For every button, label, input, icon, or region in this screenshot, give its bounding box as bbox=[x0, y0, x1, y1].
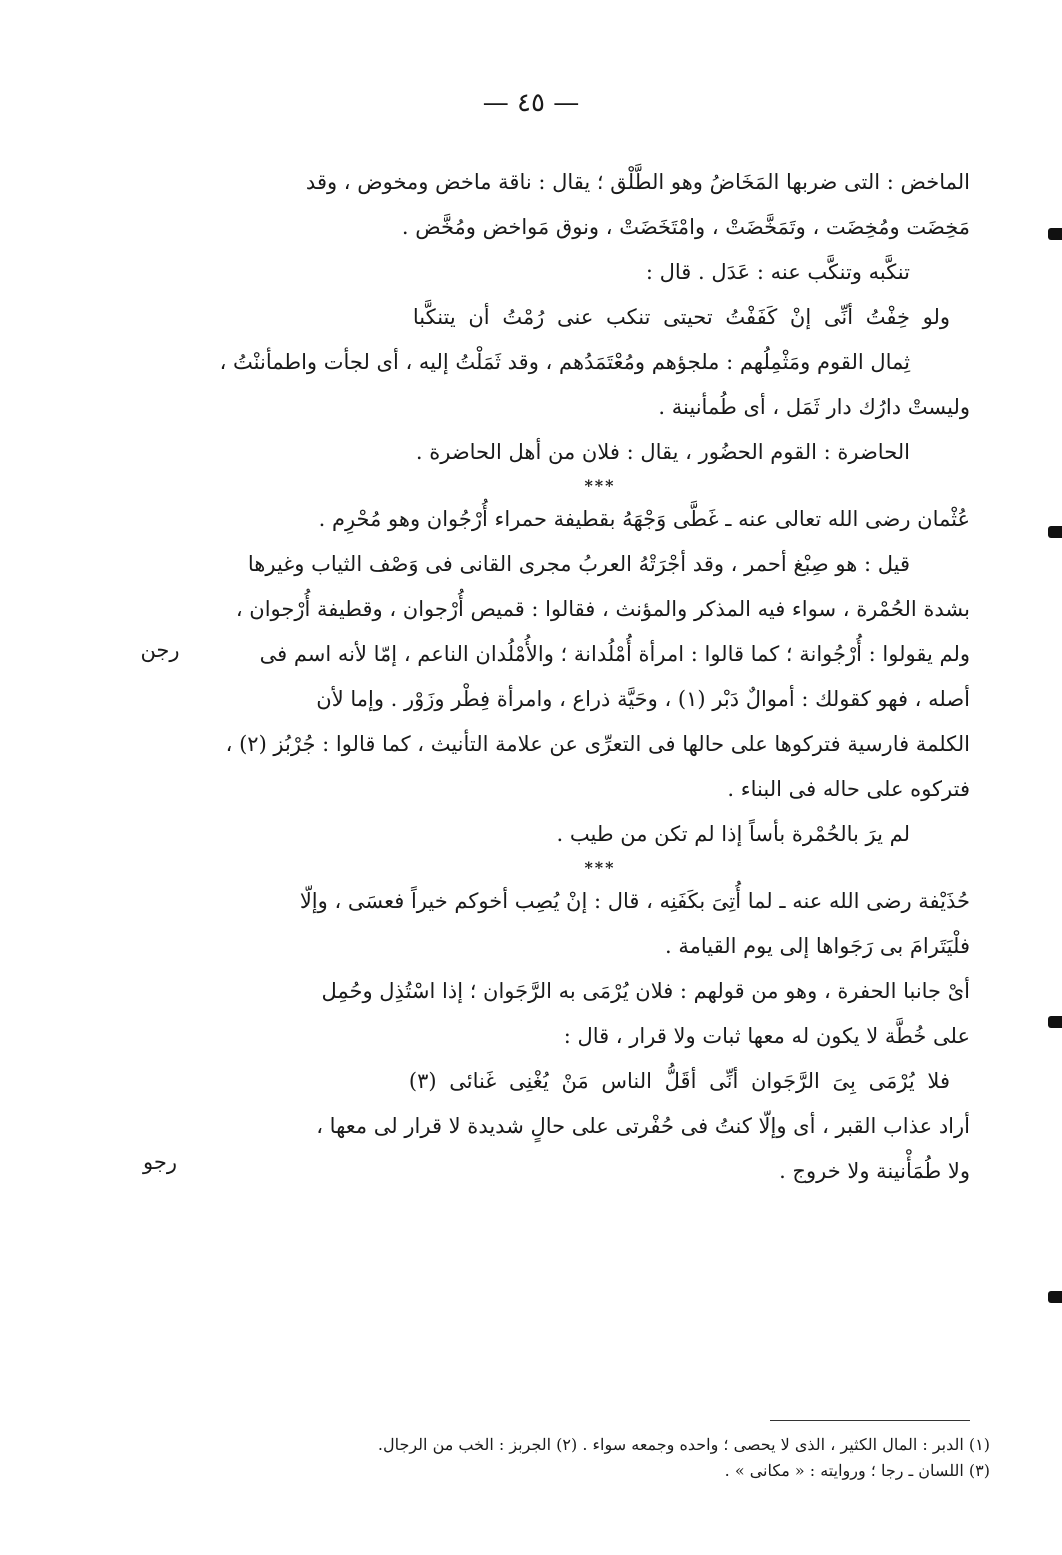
margin-root-label: رجن bbox=[140, 638, 180, 662]
section-separator: *** bbox=[584, 476, 616, 495]
footnote: (٣) اللسان ـ رجا ؛ وروايته : « مكانى » . bbox=[724, 1461, 990, 1480]
text-line: الماخض : التى ضربها المَخَاضُ وهو الطَّلْق ؛ يقال : ناقة ماخض ومخوض ، وقد bbox=[305, 170, 970, 194]
scan-edge-mark bbox=[1048, 526, 1062, 538]
scan-edge-mark bbox=[1048, 1291, 1062, 1303]
footnotes bbox=[230, 1432, 990, 1484]
text-line: ثِمال القوم ومَثْمِلُهم : ملجؤهم ومُعْتَمَدُهم ، وقد ثَمَلْتُ إليه ، أى لجأت واطمأننْتُ ، bbox=[219, 350, 910, 374]
text-line: ولا طُمَأْنينة ولا خروج . bbox=[779, 1159, 970, 1183]
verse-line: ولو خِفْتُ أنِّى إنْ كَفَفْتُ تحيتى تنكب عنى رُمْتُ أن يتنكَّبا bbox=[412, 305, 950, 329]
text-line: حُذَيْفة رضى الله عنه ـ لما أُتِىَ بكَفَنِه ، قال : إنْ يُصِب أخوكم خيراً فعسَى ، وإلّا bbox=[299, 889, 970, 913]
text-line: فتركوه على حاله فى البناء . bbox=[727, 777, 970, 801]
text-line: تنكَّبه وتنكَّب عنه : عَدَل . قال : bbox=[645, 260, 910, 284]
text-line: مَخِضَت ومُخِضَت ، وتَمَخَّضَتْ ، وامْتَخَضَتْ ، ونوق مَواخض ومُخَّض . bbox=[401, 215, 970, 239]
text-line: الكلمة فارسية فتركوها على حالها فى التعرِّى عن علامة التأنيث ، كما قالوا : جُرْبُز (٢) ، bbox=[225, 732, 970, 756]
text-line: أراد عذاب القبر ، أى وإلّا كنتُ فى حُفْرتى على حالٍ شديدة لا قرار لى معها ، bbox=[316, 1114, 970, 1138]
text-line: الحاضرة : القوم الحضُور ، يقال : فلان من أهل الحاضرة . bbox=[415, 440, 910, 464]
text-line: أىْ جانبا الحفرة ، وهو من قولهم : فلان يُرْمَى به الرَّجَوان ؛ إذا اسْتُذِل وحُمِل bbox=[321, 979, 970, 1003]
margin-root-label: رجو bbox=[143, 1150, 177, 1174]
footnote-divider bbox=[770, 1420, 970, 1421]
footnote: (١) الدبر : المال الكثير ، الذى لا يحصى ؛ واحده وجمعه سواء . (٢) الجربز : الخب من الرجال. bbox=[377, 1435, 990, 1454]
section-separator: *** bbox=[584, 858, 616, 877]
text-line: لم يرَ بالحُمْرة بأساً إذا لم تكن من طيب . bbox=[556, 822, 910, 846]
text-line: بشدة الحُمْرة ، سواء فيه المذكر والمؤنث ، فقالوا : قميص أُرْجوان ، وقطيفة أُرْجوان ، bbox=[235, 597, 970, 621]
verse-line: فلا يُرْمَى بِىَ الرَّجَوان أنِّى أقَلُّ الناس مَنْ يُغْنِى غَنائى (٣) bbox=[408, 1069, 950, 1093]
text-line: عُثْمان رضى الله تعالى عنه ـ غَطَّى وَجْهَهُ بقطيفة حمراء أُرْجُوان وهو مُحْرِم . bbox=[318, 507, 970, 531]
scan-edge-mark bbox=[1048, 1016, 1062, 1028]
text-line: قيل : هو صِبْغ أحمر ، وقد أجْرَتْهُ العربُ مجرى القانى فى وَصْف الثياب وغيرها bbox=[247, 552, 910, 576]
text-line: وليستْ دارُك دار ثَمَل ، أى طُمأنينة . bbox=[658, 395, 970, 419]
text-line: على خُطَّة لا يكون له معها ثبات ولا قرار ، قال : bbox=[563, 1024, 970, 1048]
text-line: ولم يقولوا : أُرْجُوانة ؛ كما قالوا : امرأة أُمْلُدانة ؛ والأُمْلُدان الناعم ، إمّا لأنه اسم فى bbox=[259, 642, 970, 666]
text-line: أصله ، فهو كقولك : أموالٌ دَبْر (١) ، وحَيَّة ذراع ، وامرأة فِطْر وزَوْر . وإما لأن bbox=[316, 687, 970, 711]
text-line: فلْيَتَرامَ بى رَجَواها إلى يوم القيامة . bbox=[665, 934, 970, 958]
scan-edge-mark bbox=[1048, 228, 1062, 240]
main-text bbox=[219, 160, 970, 1194]
page-number: — ٤٥ — bbox=[482, 88, 580, 118]
